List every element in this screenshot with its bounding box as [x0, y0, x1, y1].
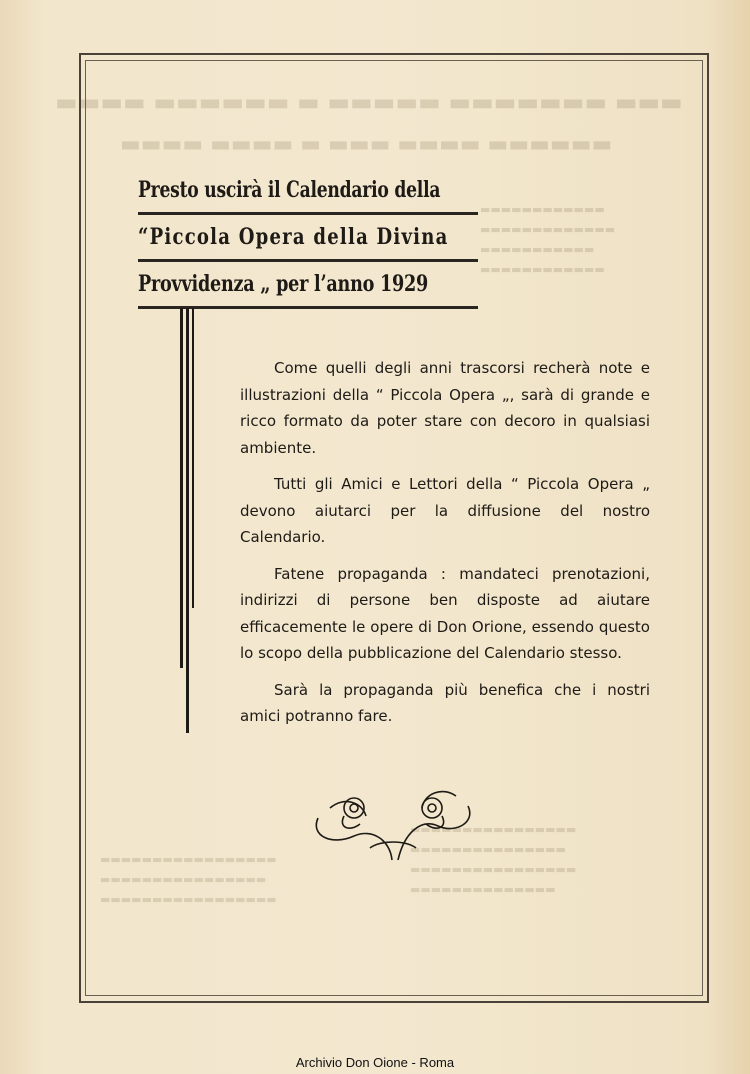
heading-line: [138, 215, 478, 262]
heading-line-text: Provvidenza „ per l’anno 1929: [138, 271, 429, 297]
announcement-body: [240, 355, 650, 740]
bleed-through-text: ▬▬▬▬ ▬▬▬▬ ▬ ▬▬▬ ▬▬▬▬ ▬▬▬▬▬▬: [120, 132, 613, 157]
heading-line: [138, 168, 478, 215]
body-paragraph: Fatene propaganda : mandateci prenotazioni, indirizzi di persone ben disposte ad aiutare efficacemente le opere di Don Orione, essendo questo lo scopo della pubblicazione del Calendario stesso.: [240, 564, 650, 662]
announcement-heading: [138, 168, 478, 309]
bleed-through-text: ▬▬▬▬▬▬▬▬▬▬▬▬▬▬▬▬▬ ▬▬▬▬▬▬▬▬▬▬▬▬▬▬▬▬ ▬▬▬▬▬▬▬▬▬▬▬▬▬▬▬▬▬: [100, 853, 277, 906]
vertical-rule: [186, 308, 189, 733]
bleed-through-text: ▬▬▬▬ ▬▬▬▬▬▬ ▬ ▬▬▬▬▬ ▬▬▬▬▬▬▬ ▬▬▬: [55, 88, 683, 116]
bleed-through-text: ▬▬▬▬▬▬▬▬▬▬▬▬▬▬▬▬ ▬▬▬▬▬▬▬▬▬▬▬▬▬▬▬ ▬▬▬▬▬▬▬▬▬▬▬▬▬▬▬▬ ▬▬▬▬▬▬▬▬▬▬▬▬▬▬: [410, 823, 577, 896]
bleed-through-text: ▬▬▬▬▬▬▬▬▬▬▬▬ ▬▬▬▬▬▬▬▬▬▬▬▬▬ ▬▬▬▬▬▬▬▬▬▬▬ ▬▬▬▬▬▬▬▬▬▬▬▬: [480, 203, 616, 276]
body-paragraph: Come quelli degli anni trascorsi recherà note e illustrazioni della “ Piccola Opera „, sarà di grande e ricco formato da poter stare con decoro in qualsiasi ambiente.: [240, 359, 650, 457]
vertical-rule: [180, 308, 183, 668]
body-paragraph: Tutti gli Amici e Lettori della “ Piccola Opera „ devono aiutarci per la diffusione del nostro Calendario.: [240, 475, 650, 546]
heading-line: [138, 262, 478, 309]
vertical-rule: [192, 308, 194, 608]
archive-footer: Archivio Don Oione - Roma: [295, 1055, 455, 1070]
floral-ornament: [310, 788, 476, 868]
body-paragraph: Sarà la propaganda più benefica che i nostri amici potranno fare.: [240, 680, 650, 725]
heading-line-text: Presto uscirà il Calendario della: [138, 177, 441, 203]
heading-line-text: “Piccola Opera della Divina: [138, 224, 449, 250]
